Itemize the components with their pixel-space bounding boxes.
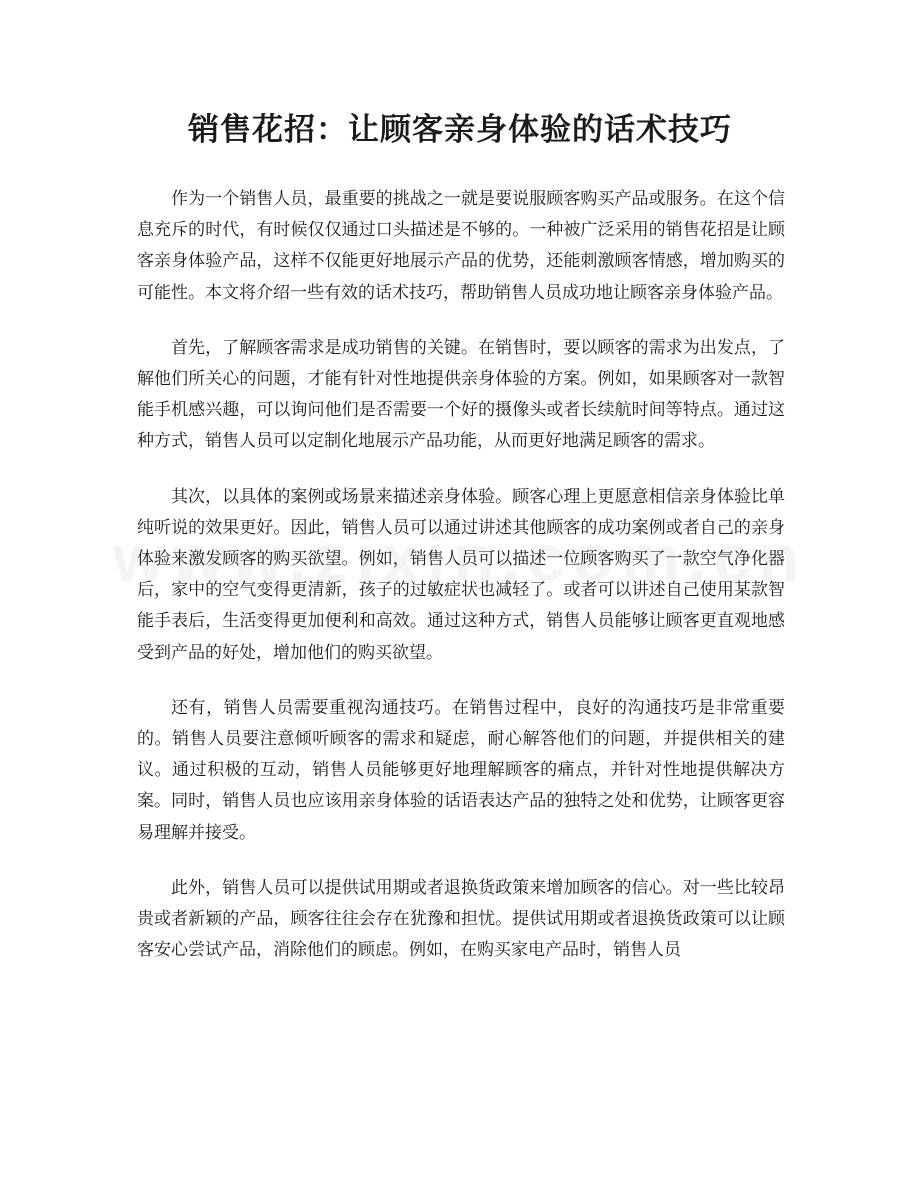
paragraph-2: 首先，了解顾客需求是成功销售的关键。在销售时，要以顾客的需求为出发点，了解他们所关心的问题，才能有针对性地提供亲身体验的方案。例如，如果顾客对一款智能手机感兴趣，可以询问他们是否需要一个好的摄像头或者长续航时间等特点。通过这种方式，销售人员可以定制化地展示产品功能，从而更好地满足顾客的需求。 — [137, 337, 785, 452]
document-body — [137, 184, 785, 990]
paragraph-3: 其次，以具体的案例或场景来描述亲身体验。顾客心理上更愿意相信亲身体验比单纯听说的效果更好。因此，销售人员可以通过讲述其他顾客的成功案例或者自己的亲身体验来激发顾客的购买欲望。例如，销售人员可以描述一位顾客购买了一款空气净化器后，家中的空气变得更清新，孩子的过敏症状也减轻了。或者可以讲述自己使用某款智能手表后，生活变得更加便利和高效。通过这种方式，销售人员能够让顾客更直观地感受到产品的好处，增加他们的购买欲望。 — [137, 486, 785, 663]
paragraph-1: 作为一个销售人员，最重要的挑战之一就是要说服顾客购买产品或服务。在这个信息充斥的时代，有时候仅仅通过口头描述是不够的。一种被广泛采用的销售花招是让顾客亲身体验产品，这样不仅能更好地展示产品的优势，还能刺激顾客情感，增加购买的可能性。本文将介绍一些有效的话术技巧，帮助销售人员成功地让顾客亲身体验产品。 — [137, 189, 785, 303]
document-title: 销售花招：让顾客亲身体验的话术技巧 — [188, 112, 732, 148]
paragraph-4: 还有，销售人员需要重视沟通技巧。在销售过程中，良好的沟通技巧是非常重要的。销售人员要注意倾听顾客的需求和疑虑，耐心解答他们的问题，并提供相关的建议。通过积极的互动，销售人员能够更好地理解顾客的痛点，并针对性地提供解决方案。同时，销售人员也应该用亲身体验的话语表达产品的独特之处和优势，让顾客更容易理解并接受。 — [137, 697, 785, 843]
paragraph-5: 此外，销售人员可以提供试用期或者退换货政策来增加顾客的信心。对一些比较昂贵或者新颖的产品，顾客往往会存在犹豫和担忧。提供试用期或者退换货政策可以让顾客安心尝试产品，消除他们的顾虑。例如，在购买家电产品时，销售人员 — [137, 877, 785, 961]
